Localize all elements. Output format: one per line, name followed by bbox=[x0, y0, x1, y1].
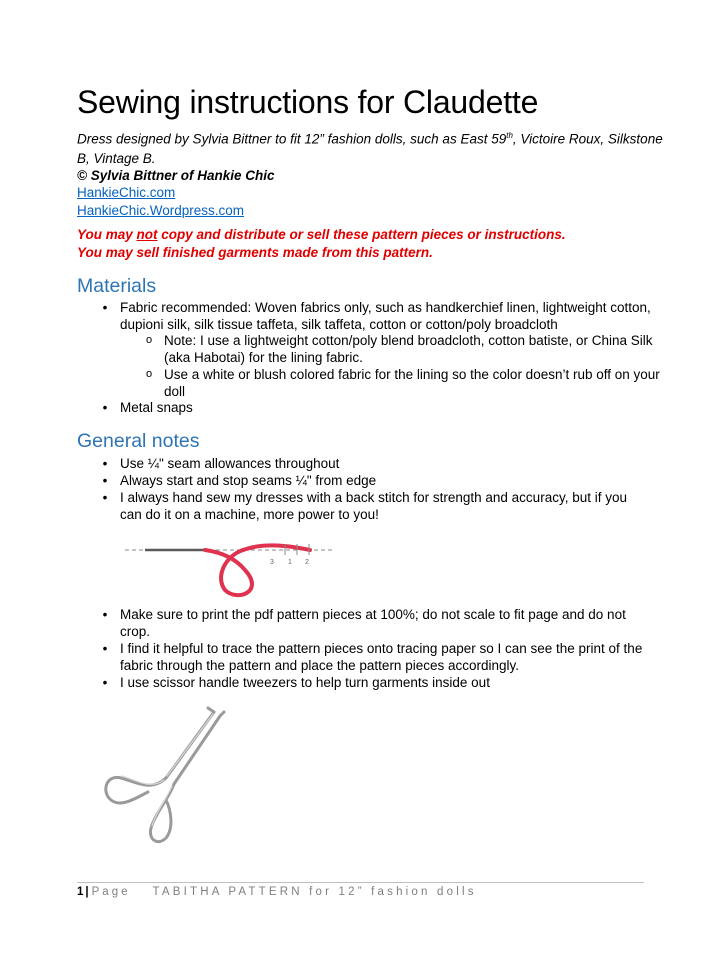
list-item-text: Metal snaps bbox=[120, 400, 193, 415]
list-item bbox=[102, 640, 650, 674]
general-notes-list-continued bbox=[102, 606, 650, 691]
website-link[interactable]: HankieChic.com bbox=[77, 185, 176, 200]
list-item-text: Use ¼" seam allowances throughout bbox=[120, 456, 340, 471]
tweezer-outline bbox=[106, 708, 224, 842]
subtitle-text-end: , Victoire Roux, Silkstone B, Vintage B. bbox=[77, 131, 663, 166]
copyright-warning bbox=[77, 226, 566, 262]
bullet-icon: • bbox=[102, 607, 108, 622]
stitch-number: 2 bbox=[305, 559, 309, 566]
materials-sublist bbox=[145, 332, 664, 400]
warning-underlined-word: not bbox=[136, 227, 158, 242]
general-notes-list bbox=[102, 455, 650, 523]
sub-list-item bbox=[145, 366, 664, 400]
stitched-thread bbox=[243, 545, 310, 550]
list-item-text: I find it helpful to trace the pattern pieces onto tracing paper so I can see the print of the fabric through the pattern and place the pattern pieces accordingly. bbox=[120, 641, 643, 673]
sub-list-item-text: Note: I use a lightweight cotton/poly blend broadcloth, cotton batiste, or China Silk (aka Habotai) for the lining fabric. bbox=[164, 333, 653, 365]
list-item bbox=[102, 674, 650, 691]
list-item-text: I always hand sew my dresses with a back stitch for strength and accuracy, but if you can do it on a machine, more power to you! bbox=[120, 490, 627, 522]
general-notes-heading: General notes bbox=[77, 430, 200, 452]
blog-link[interactable]: HankieChic.Wordpress.com bbox=[77, 203, 245, 218]
list-item bbox=[102, 606, 650, 640]
materials-heading: Materials bbox=[77, 275, 157, 297]
list-item-text: Always start and stop seams ¼" from edge bbox=[120, 473, 377, 488]
footer-text: TABITHA PATTERN for 12” fashion dolls bbox=[152, 886, 477, 898]
list-item bbox=[102, 299, 680, 333]
subtitle bbox=[77, 126, 667, 168]
circle-bullet-icon: o bbox=[145, 334, 153, 346]
sub-list-item bbox=[145, 332, 664, 366]
bullet-icon: • bbox=[102, 641, 108, 656]
scissor-tweezers-image bbox=[96, 700, 236, 850]
page-number: 1 bbox=[77, 886, 84, 898]
materials-list bbox=[102, 299, 680, 333]
bullet-icon: • bbox=[102, 400, 108, 415]
bullet-icon: • bbox=[102, 473, 108, 488]
loose-thread bbox=[205, 550, 252, 595]
footer-divider bbox=[77, 882, 644, 883]
bullet-icon: • bbox=[102, 300, 108, 315]
warning-line-2: You may sell finished garments made from this pattern. bbox=[77, 245, 433, 260]
list-item-text: Fabric recommended: Woven fabrics only, such as handkerchief linen, lightweight cotton, dupioni silk, silk tissue taffeta, silk taffeta, cotton or cotton/poly broadcloth bbox=[120, 300, 651, 332]
bullet-icon: • bbox=[102, 490, 108, 505]
subtitle-superscript: th bbox=[506, 131, 513, 140]
author-credit: © Sylvia Bittner of Hankie Chic bbox=[77, 168, 275, 183]
footer-separator: | bbox=[85, 886, 89, 898]
list-item bbox=[102, 455, 650, 472]
circle-bullet-icon: o bbox=[145, 368, 153, 380]
materials-list-end bbox=[102, 399, 680, 416]
page-label: Page bbox=[91, 886, 131, 898]
stitch-number: 3 bbox=[270, 559, 274, 566]
back-stitch-illustration bbox=[125, 522, 335, 600]
bullet-icon: • bbox=[102, 456, 108, 471]
stitch-number: 1 bbox=[288, 559, 292, 566]
list-item-text: Make sure to print the pdf pattern pieces at 100%; do not scale to fit page and do not crop. bbox=[120, 607, 626, 639]
subtitle-text: Dress designed by Sylvia Bittner to fit 12” fashion dolls, such as East 59 bbox=[77, 131, 507, 147]
page-footer bbox=[77, 884, 477, 900]
warning-text: You may bbox=[77, 227, 137, 242]
sub-list-item-text: Use a white or blush colored fabric for the lining so the color doesn’t rub off on your doll bbox=[164, 367, 660, 399]
list-item-text: I use scissor handle tweezers to help turn garments inside out bbox=[120, 675, 490, 690]
bullet-icon: • bbox=[102, 675, 108, 690]
list-item bbox=[102, 399, 680, 416]
warning-text-cont: copy and distribute or sell these pattern pieces or instructions. bbox=[157, 227, 566, 242]
page-title: Sewing instructions for Claudette bbox=[77, 84, 539, 120]
list-item bbox=[102, 472, 650, 489]
list-item bbox=[102, 489, 650, 523]
